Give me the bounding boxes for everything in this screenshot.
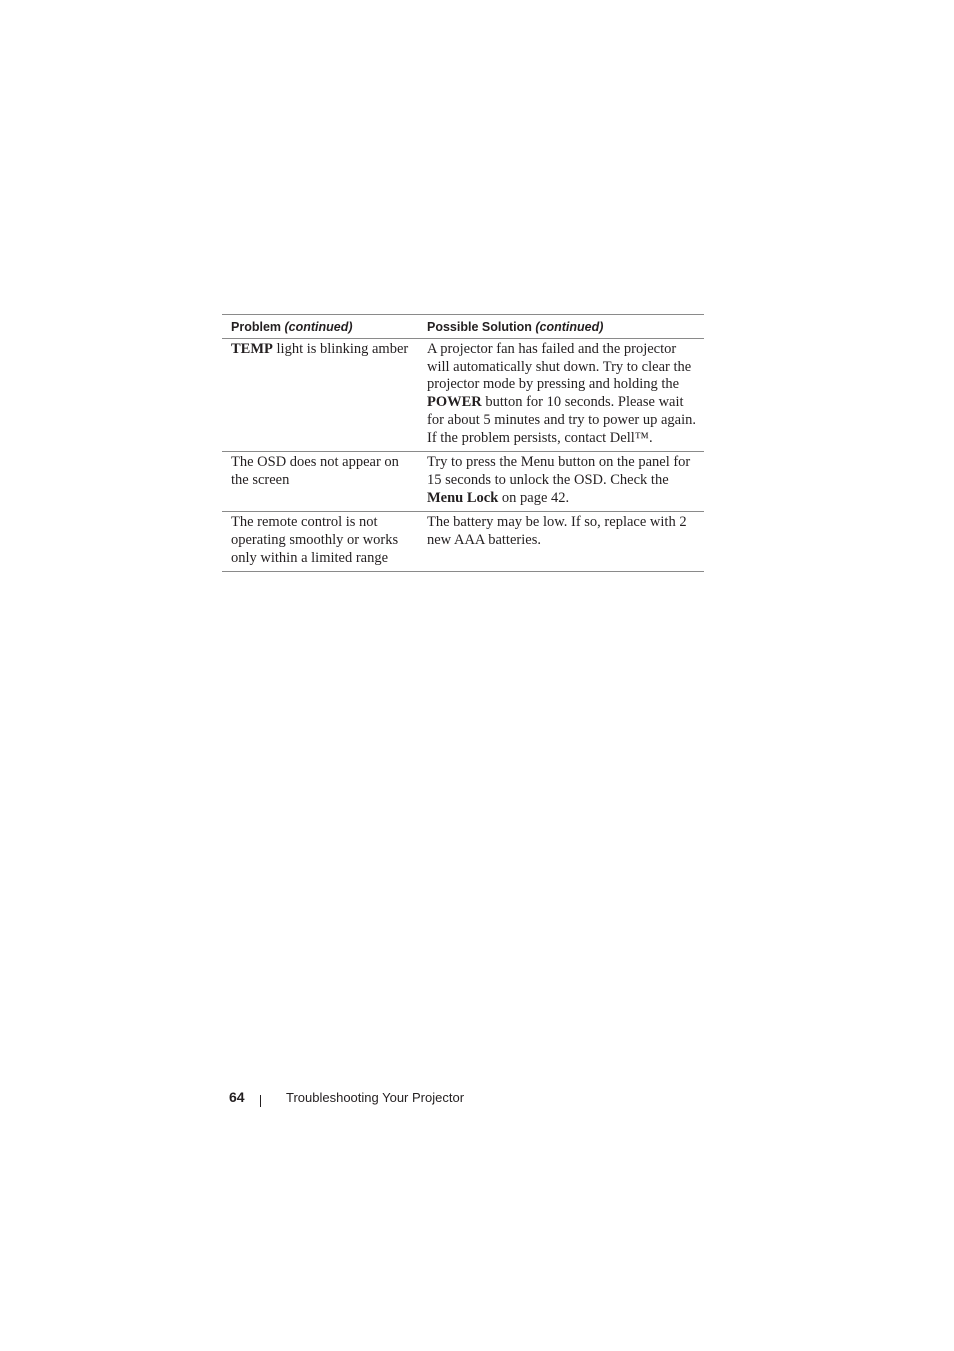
troubleshooting-table xyxy=(222,314,704,572)
problem-cell: The OSD does not appear on the screen xyxy=(231,454,399,488)
header-solution: Possible Solution (continued) xyxy=(427,319,604,334)
table-row xyxy=(222,512,704,572)
solution-cell: The battery may be low. If so, replace with 2 new AAA batteries. xyxy=(427,514,687,549)
header-problem: Problem (continued) xyxy=(231,319,353,334)
table-row xyxy=(222,452,704,512)
problem-cell: TEMP light is blinking amber xyxy=(231,341,409,357)
footer-separator xyxy=(260,1095,261,1107)
table-row xyxy=(222,339,704,452)
table-header-row xyxy=(222,315,704,339)
footer-title: Troubleshooting Your Projector xyxy=(286,1090,465,1105)
page-number: 64 xyxy=(229,1089,245,1105)
solution-cell: Try to press the Menu button on the panel for 15 seconds to unlock the OSD. Check the Menu Lock on page 42. xyxy=(427,454,691,506)
solution-cell: A projector fan has failed and the projector will automatically shut down. Try to clear the projector mode by pressing and holding the POWER button for 10 seconds. Please wait for about 5 minutes and try to power up again. If the problem persists, contact Dell™. xyxy=(427,341,696,446)
troubleshooting-table-container xyxy=(222,314,704,572)
problem-cell: The remote control is not operating smoothly or works only within a limited range xyxy=(231,514,399,566)
